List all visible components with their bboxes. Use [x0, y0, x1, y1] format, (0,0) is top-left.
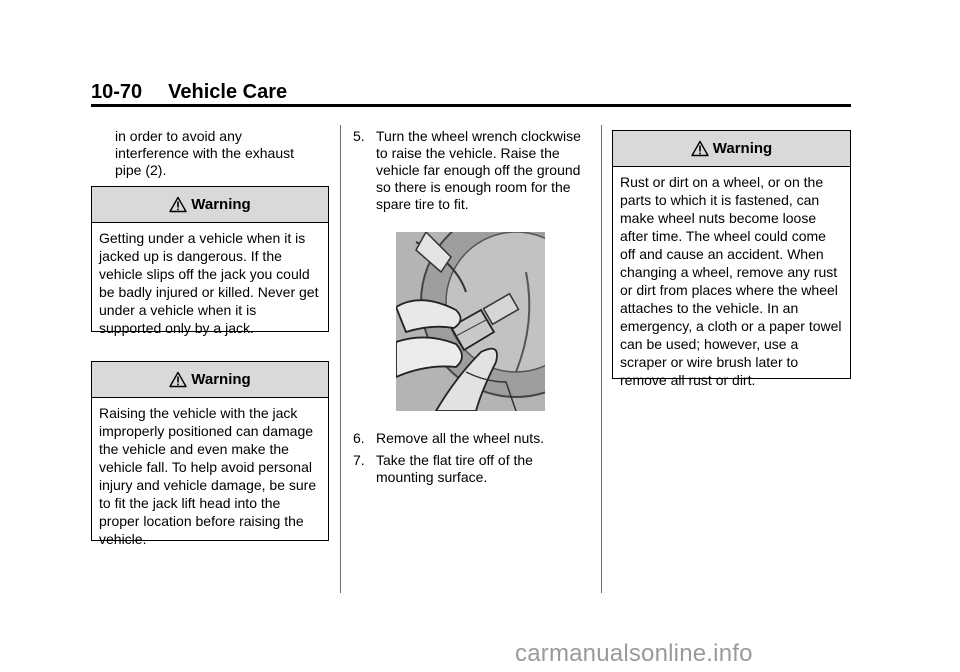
warning-heading: Warning [712, 140, 773, 157]
warning-header [92, 362, 328, 398]
warning-body: Raising the vehicle with the jack improperly positioned can damage the vehicle and even make the vehicle fall. To help avoid personal injury and vehicle damage, be sure to fit the jack lift head into the proper location before raising the vehicle. [99, 405, 317, 547]
warning-header [613, 131, 850, 167]
warning-box-jack-position [91, 361, 329, 547]
warning-body: Getting under a vehicle when it is jacked up is dangerous. If the vehicle slips off the jack you could be badly injured or killed. Never get under a vehicle when it is supported only by a jack. [99, 230, 319, 336]
wheel-nut-illustration [396, 232, 545, 411]
warning-box-jack-danger [91, 186, 329, 336]
step-text: Take the flat tire off of the mounting surface. [376, 452, 533, 485]
page-header [91, 80, 851, 104]
step-7 [353, 452, 588, 486]
intro-text: in order to avoid any interference with the exhaust pipe (2). [115, 128, 294, 178]
step-text: Remove all the wheel nuts. [376, 430, 545, 446]
header-rule [91, 104, 851, 107]
page-number: 10-70 [91, 81, 143, 103]
warning-triangle-icon [169, 371, 187, 388]
step-5 [353, 128, 588, 213]
hand-removing-wheel-nut-illustration [396, 232, 545, 411]
warning-heading: Warning [191, 371, 251, 388]
section-title: Vehicle Care [168, 81, 288, 103]
warning-body: Rust or dirt on a wheel, or on the parts to which it is fastened, can make wheel nuts become loose after time. The wheel could come off and cause an accident. When changing a wheel, remove any rust or dirt from places where the wheel attaches to the vehicle. In an emergency, a cloth or a paper towel can be used; however, use a scraper or wire brush later to remove all rust or dirt. [620, 174, 842, 388]
step-number: 5. [353, 128, 365, 144]
warning-heading: Warning [191, 196, 251, 213]
step-number: 7. [353, 452, 365, 468]
step-text: Turn the wheel wrench clockwise to raise the vehicle. Raise the vehicle far enough off the ground so there is enough room for the spare tire to fit. [376, 128, 581, 212]
warning-triangle-icon [169, 196, 187, 213]
step-6 [353, 430, 588, 447]
watermark: carmanualsonline.info [515, 640, 753, 667]
column-divider-right [601, 125, 602, 593]
warning-header [92, 187, 328, 223]
warning-box-rust-dirt [612, 130, 851, 388]
warning-triangle-icon [691, 140, 709, 157]
step-number: 6. [353, 430, 365, 446]
column-divider-left [340, 125, 341, 593]
